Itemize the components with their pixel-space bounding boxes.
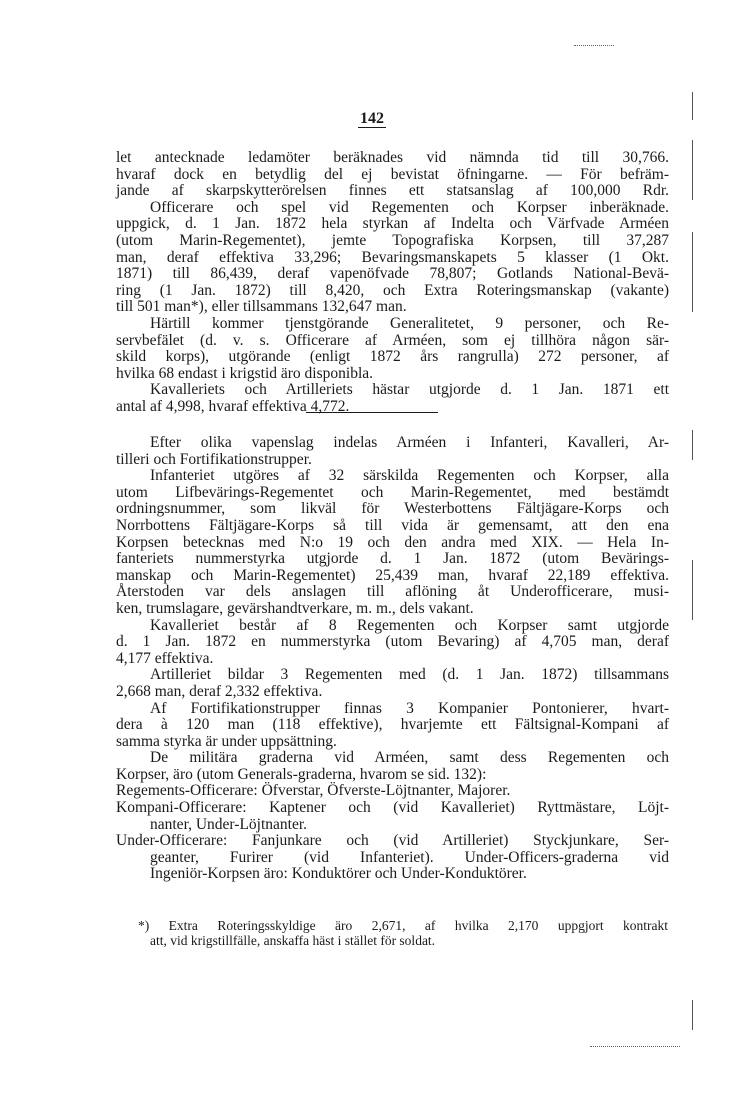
- section-divider: [306, 412, 438, 413]
- text-line: d. 1 Jan. 1872 en nummerstyrka (utom Bevaring) af 4,705 man, deraf: [116, 633, 669, 651]
- margin-scan-mark: [692, 140, 693, 200]
- margin-scan-mark: [692, 1000, 693, 1030]
- text-line: dera à 120 man (118 effektive), hvarjemte ett Fältsignal-Kompani af: [116, 716, 669, 734]
- text-line: hvaraf dock en betydlig del ej bevistat öfningarne. — För befräm-: [116, 165, 669, 183]
- text-line: Härtill kommer tjenstgörande Generalitetet, 9 personer, och Re-: [150, 314, 669, 332]
- text-line: 2,668 man, deraf 2,332 effektiva.: [116, 682, 323, 700]
- text-line: Regements-Officerare: Öfverstar, Öfverste-Löjtnanter, Majorer.: [116, 782, 511, 800]
- footnote-line: *) Extra Roteringsskyldige äro 2,671, af hvilka 2,170 uppgjort kontrakt: [138, 918, 668, 933]
- text-line: manskap och Marin-Regementet) 25,439 man, hvaraf 22,189 effektiva.: [116, 566, 669, 584]
- text-line: Kompani-Officerare: Kaptener och (vid Kavalleriet) Ryttmästare, Löjt-: [116, 799, 669, 817]
- text-line: Korpser, äro (utom Generals-graderna, hvarom se sid. 132):: [116, 765, 487, 783]
- text-line: Under-Officerare: Fanjunkare och (vid Artilleriet) Styckjunkare, Ser-: [116, 832, 669, 850]
- text-line: geanter, Furirer (vid Infanteriet). Under-Officers-graderna vid: [150, 848, 669, 866]
- text-line: hvilka 68 endast i krigstid äro disponibla.: [116, 364, 374, 382]
- text-line: nanter, Under-Löjtnanter.: [150, 815, 308, 833]
- text-line: fanteriets nummerstyrka utgjorde d. 1 Jan. 1872 (utom Bevärings-: [116, 550, 669, 568]
- text-line: utom Lifbevärings-Regementet och Marin-Regementet, med bestämdt: [116, 483, 669, 501]
- text-line: ordningsnummer, som likväl för Westerbottens Fältjägare-Korps och: [116, 500, 669, 518]
- text-line: Af Fortifikationstrupper finnas 3 Kompanier Pontonierer, hvart-: [150, 699, 669, 717]
- text-line: 1871) till 86,439, deraf vapenöfvade 78,807; Gotlands National-Bevä-: [116, 265, 669, 283]
- margin-scan-mark: [692, 430, 693, 460]
- text-line: (utom Marin-Regementet), jemte Topografiska Korpsen, till 37,287: [116, 231, 669, 249]
- text-line: 4,177 effektiva.: [116, 649, 214, 667]
- section-army-branches: [116, 435, 669, 883]
- text-line: tilleri och Fortifikationstrupper.: [116, 450, 312, 468]
- text-line: samma styrka är under uppsättning.: [116, 732, 337, 750]
- text-line: uppgick, d. 1 Jan. 1872 hela styrkan af Indelta och Värfvade Arméen: [116, 215, 669, 233]
- text-line: Återstoden var dels anslagen till aflöning åt Underofficerare, musi-: [116, 583, 669, 601]
- text-line: man, deraf effektiva 33,296; Bevaringsmanskapets 5 klasser (1 Okt.: [116, 248, 669, 266]
- text-line: Kavalleriet består af 8 Regementen och Korpser samt utgjorde: [150, 616, 669, 634]
- section-army-strength: [116, 150, 669, 416]
- text-line: Efter olika vapenslag indelas Arméen i Infanteri, Kavalleri, Ar-: [150, 434, 669, 451]
- text-line: antal af 4,998, hvaraf effektiva 4,772.: [116, 397, 350, 415]
- page-number: [0, 110, 744, 128]
- footnote-line: att, vid krigstillfälle, anskaffa häst i stället för soldat.: [150, 933, 436, 948]
- text-line: servbefälet (d. v. s. Officerare af Arméen, som ej tillhöra någon sär-: [116, 331, 669, 349]
- text-line: Kavalleriets och Artilleriets hästar utgjorde d. 1 Jan. 1871 ett: [150, 381, 669, 399]
- text-line: jande af skarpskytterörelsen finnes ett statsanslag af 100,000 Rdr.: [116, 182, 669, 200]
- text-line: till 501 man*), eller tillsammans 132,647 man.: [116, 298, 407, 316]
- margin-scan-mark: [692, 92, 693, 120]
- text-line: De militära graderna vid Arméen, samt dess Regementen och: [150, 749, 669, 767]
- text-line: Artilleriet bildar 3 Regementen med (d. 1 Jan. 1872) tillsammans: [150, 666, 669, 684]
- text-line: let antecknade ledamöter beräknades vid nämnda tid till 30,766.: [116, 149, 669, 166]
- footnote: [138, 918, 668, 948]
- text-line: ring (1 Jan. 1872) till 8,420, och Extra Roteringsmanskap (vakante): [116, 281, 669, 299]
- text-line: Korpsen betecknas med N:o 19 och den andra med XIX. — Hela In-: [116, 533, 669, 551]
- scan-speck: [590, 1046, 680, 1047]
- scan-speck: [574, 45, 614, 46]
- text-line: ken, trumslagare, gevärshandtverkare, m. m., dels vakant.: [116, 599, 474, 617]
- margin-scan-mark: [692, 560, 693, 620]
- text-line: Norrbottens Fältjägare-Korps så till vida är gemensamt, att den ena: [116, 516, 669, 534]
- page-number-text: 142: [360, 110, 384, 127]
- text-line: Ingeniör-Korpsen äro: Konduktörer och Under-Konduktörer.: [150, 865, 527, 883]
- text-line: skild korps), utgörande (enligt 1872 års rangrulla) 272 personer, af: [116, 348, 669, 366]
- text-line: Officerare och spel vid Regementen och Korpser inberäknade.: [150, 198, 669, 216]
- text-line: Infanteriet utgöres af 32 särskilda Regementen och Korpser, alla: [150, 467, 669, 485]
- margin-scan-mark: [692, 232, 693, 312]
